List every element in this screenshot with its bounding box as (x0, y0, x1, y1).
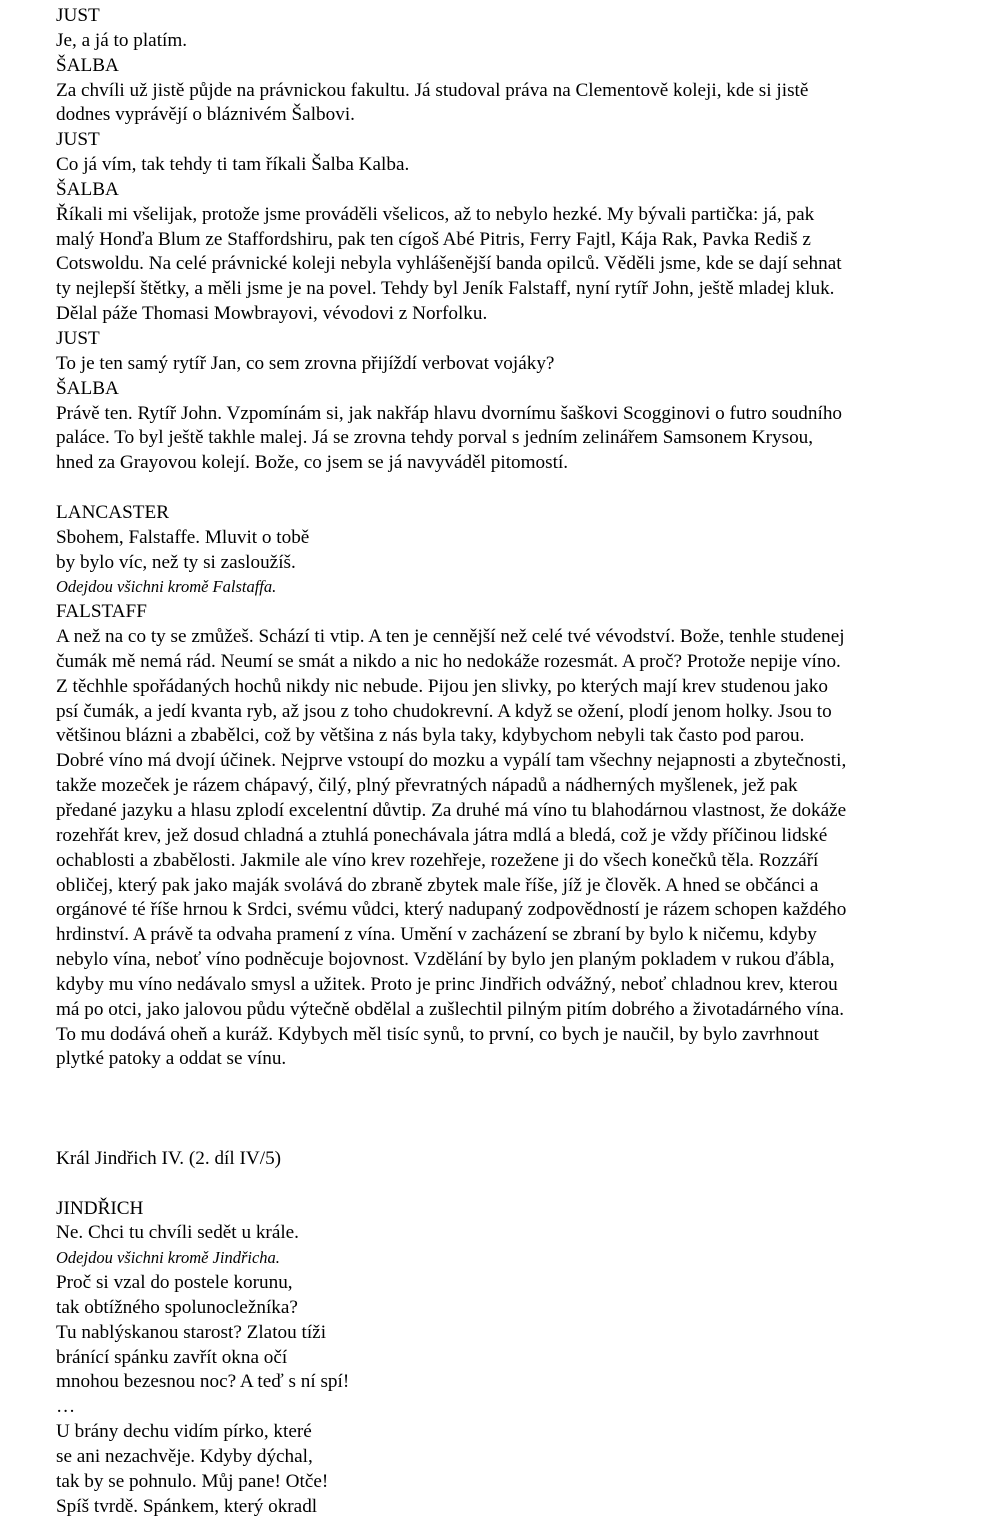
text-line: má po otci, jako jalovou půdu výtečně obdělal a zušlechtil pilným pitím dobrého a životadárného vína. (56, 998, 845, 1020)
text-line: Co já vím, tak tehdy ti tam říkali Šalba Kalba. (56, 154, 410, 176)
text-line: psí čumák, a jedí kvanta ryb, až jsou z toho chudokrevní. A když se ožení, plodí jenom holky. Jsou to (56, 700, 832, 722)
text-line: tak obtížného spolunocležníka? (56, 1296, 298, 1318)
text-line: Sbohem, Falstaffe. Mluvit o tobě (56, 526, 310, 548)
text-line: ochablosti a zbabělosti. Jakmile ale víno krev rozehřeje, rozežene ji do všech konečků těla. Rozzáří (56, 849, 819, 871)
text-line: Spíš tvrdě. Spánkem, který okradl (56, 1495, 318, 1517)
text-line: se ani nezachvěje. Kdyby dýchal, (56, 1445, 313, 1467)
text-line: To je ten samý rytíř Jan, co sem zrovna přijíždí verbovat vojáky? (56, 352, 555, 374)
document-page (56, 4, 956, 1519)
text-line: nebylo vína, neboť víno podněcuje bojovnost. Vzdělání by bylo jen planým pokladem v rukou ďábla, (56, 949, 835, 971)
text-line: Dělal páže Thomasi Mowbrayovi, vévodovi z Norfolku. (56, 303, 488, 325)
text-line: mnohou bezesnou noc? A teď s ní spí! (56, 1371, 350, 1393)
speaker-name: FALSTAFF (56, 601, 147, 623)
text-line: většinou blázni a zbabělci, což by většina z nás byla taky, kdybychom nebyli tak často pod parou. (56, 725, 805, 747)
text-line: Z těchhle spořádaných hochů nikdy nic nebude. Pijou jen slivky, po kterých mají krev studenou jako (56, 675, 828, 697)
speaker-name: JUST (56, 327, 100, 349)
speaker-name: ŠALBA (56, 54, 119, 76)
text-line: čumák mě nemá rád. Neumí se smát a nikdo a nic ho nedokáže rozesmát. A proč? Protože nepije víno. (56, 650, 841, 672)
blank-line (56, 1172, 956, 1197)
stage-direction: Odejdou všichni kromě Jindřicha. (56, 1248, 280, 1268)
text-line: předané jazyku a hlasu zplodí excelentní důvtip. Za druhé má víno tu blahodárnou vlastnost, že dokáže (56, 800, 847, 821)
text-line: plytké patoky a oddat se vínu. (56, 1048, 287, 1070)
text-line: ty nejlepší štětky, a měli jsme je na povel. Tehdy byl Jeník Falstaff, nyní rytíř John, ještě mladej kluk. (56, 278, 835, 300)
speaker-name: ŠALBA (56, 178, 119, 200)
text-line: dodnes vyprávějí o bláznivém Šalbovi. (56, 104, 355, 126)
text-line: Právě ten. Rytíř John. Vzpomínám si, jak nakřáp hlavu dvornímu šaškovi Scogginovi o futro soudního (56, 402, 843, 424)
text-line: kdyby mu víno nedávalo smysl a užitek. Proto je princ Jindřich odvážný, neboť chladnou krev, kterou (56, 973, 838, 995)
text-line: rozehřát krev, jež dosud chladná a ztuhlá ponechávala játra mdlá a bledá, což je vždy příčinou lidské (56, 824, 828, 846)
speaker-name: JUST (56, 5, 100, 26)
text-line: Dobré víno má dvojí účinek. Nejprve vstoupí do mozku a vypálí tam všechny nejapnosti a zbytečnosti, (56, 750, 847, 772)
blank-line (56, 1072, 956, 1097)
text-line: orgánové té říše hrnou k Srdci, svému vůdci, který nadupaný zodpovědností je rázem schopen každého (56, 899, 847, 921)
text-line: Cotswoldu. Na celé právnické koleji nebyla vyhlášenější banda opilců. Věděli jsme, kde se dají sehnat (56, 253, 842, 275)
text-line: bránící spánku zavřít okna očí (56, 1346, 288, 1368)
text-line: … (56, 1396, 76, 1418)
text-line: hned za Grayovou kolejí. Bože, co jsem se já navyváděl pitomostí. (56, 452, 569, 474)
blank-line (56, 1097, 956, 1122)
text-line: Za chvíli už jistě půjde na právnickou fakultu. Já studoval práva na Clementově koleji, kde si jistě (56, 79, 809, 101)
speaker-name: JINDŘICH (56, 1197, 144, 1219)
text-line: Tu nablýskanou starost? Zlatou tíži (56, 1321, 327, 1343)
text-line: Ne. Chci tu chvíli sedět u krále. (56, 1222, 299, 1244)
text-line: malý Honďa Blum ze Staffordshiru, pak ten cígoš Abé Pitris, Ferry Fajtl, Kája Rak, Pavka Rediš z (56, 228, 811, 250)
text-line: To mu dodává oheň a kuráž. Kdybych měl tisíc synů, to první, co bych je naučil, by bylo zavrhnout (56, 1023, 819, 1045)
text-line: takže mozeček je rázem chápavý, čilý, plný převratných nápadů a nádherných myšlenek, jež pak (56, 775, 798, 797)
speaker-name: ŠALBA (56, 377, 119, 399)
text-line: Proč si vzal do postele korunu, (56, 1272, 293, 1294)
text-line: tak by se pohnulo. Můj pane! Otče! (56, 1470, 329, 1492)
text-line: U brány dechu vidím pírko, které (56, 1421, 312, 1443)
text-line: Je, a já to platím. (56, 29, 188, 51)
text-line: obličej, který pak jako maják svolává do zbraně zbytek male říše, jíž je člověk. A hned se občánci a (56, 874, 819, 896)
section-heading: Král Jindřich IV. (2. díl IV/5) (56, 1147, 282, 1169)
text-line: paláce. To byl ještě takhle malej. Já se zrovna tehdy porval s jedním zelinářem Samsonem Krysou, (56, 427, 814, 449)
blank-line (56, 476, 956, 501)
speaker-name: LANCASTER (56, 501, 169, 523)
speaker-name: JUST (56, 129, 100, 151)
text-line: by bylo víc, než ty si zasloužíš. (56, 551, 296, 573)
blank-line (56, 1122, 956, 1147)
stage-direction: Odejdou všichni kromě Falstaffa. (56, 577, 277, 597)
text-line: hrdinství. A právě ta odvaha pramení z vína. Umění v zacházení se zbraní by bylo k ničemu, kdyby (56, 924, 817, 946)
text-line: A než na co ty se zmůžeš. Schází ti vtip. A ten je cennější než celé tvé vévodství. Bože, tenhle studenej (56, 626, 845, 648)
text-line: Říkali mi všelijak, protože jsme prováděli všelicos, až to nebylo hezké. My bývali partička: já, pak (56, 203, 815, 225)
